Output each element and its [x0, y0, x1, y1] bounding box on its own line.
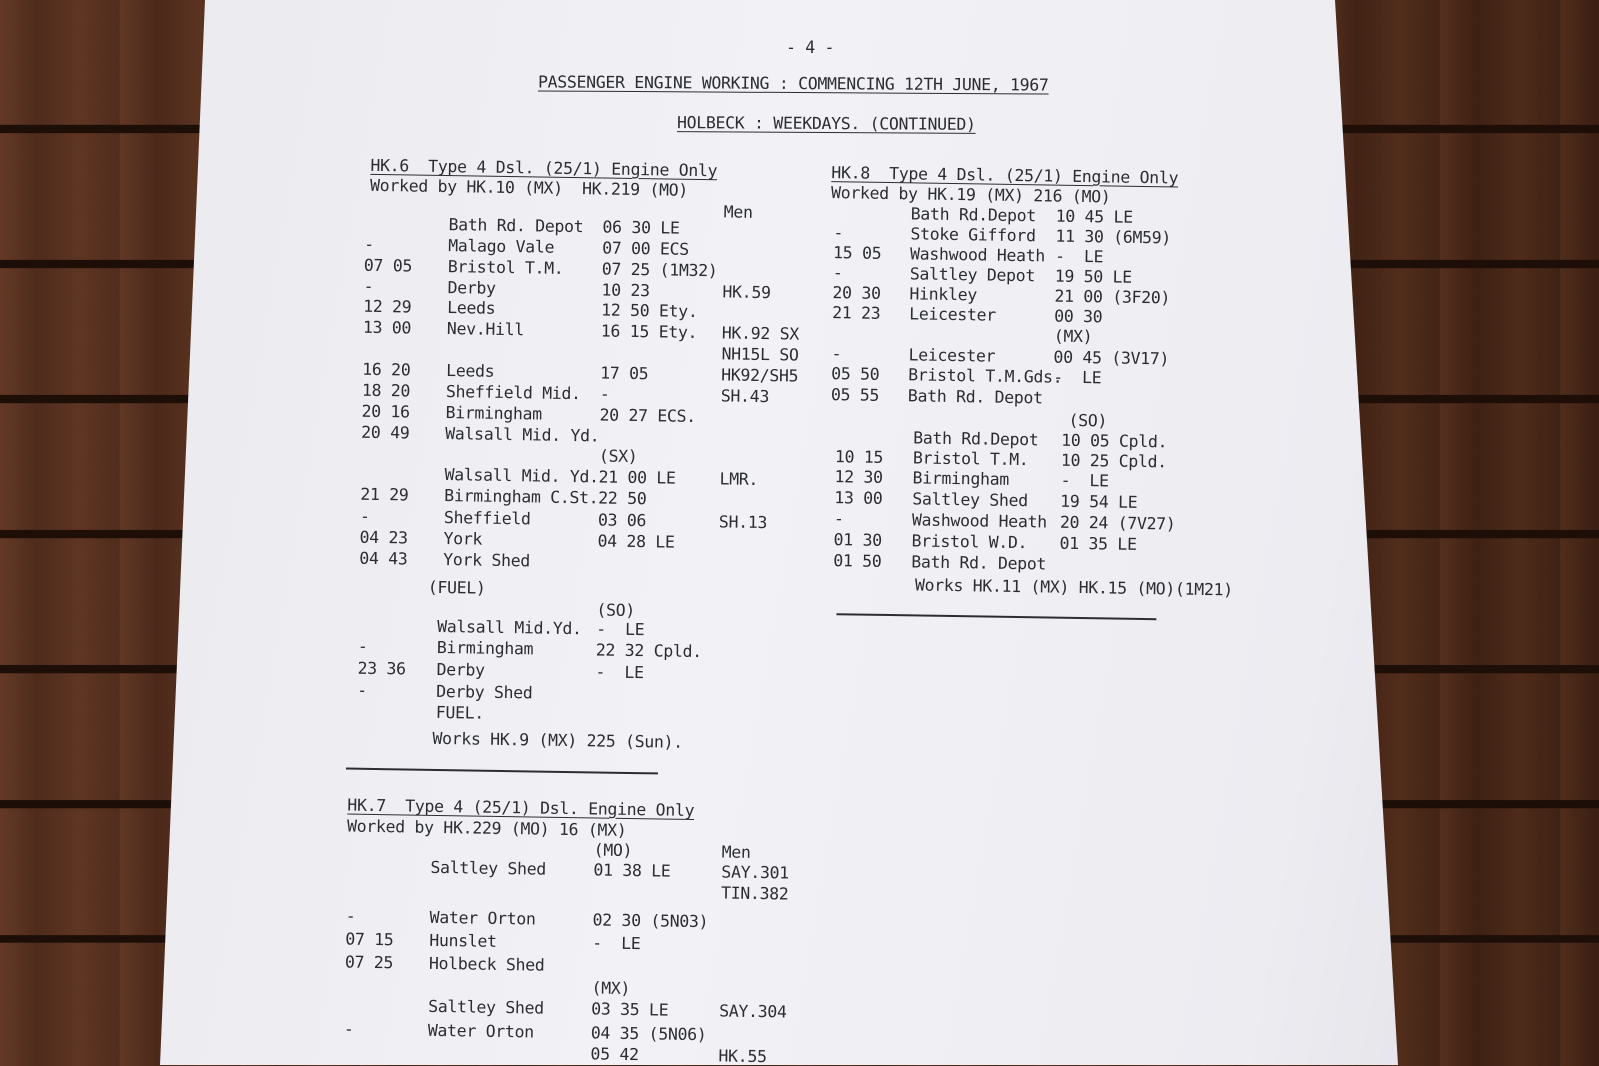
- hk8-works: Works HK.11 (MX) HK.15 (MO)(1M21): [914, 575, 1233, 600]
- cell-loc: FUEL.: [435, 702, 485, 723]
- cell-arr: -: [831, 344, 842, 364]
- cell-arr: 20 49: [361, 422, 410, 443]
- cell-dep: 01 35 LE: [1059, 533, 1137, 554]
- cell-arr: 10 15: [834, 447, 884, 467]
- cell-loc: Bath Rd. Depot: [911, 552, 1047, 574]
- cell-arr: 04 43: [359, 548, 408, 569]
- cell-loc: Saltley Depot: [909, 264, 1036, 286]
- cell-loc: Saltley Shed: [912, 489, 1029, 511]
- cell-men: SAY.304: [719, 1001, 787, 1022]
- cell-dep: -: [599, 384, 610, 404]
- cell-dep: 04 28 LE: [597, 531, 675, 552]
- cell-arr: 05 55: [830, 385, 880, 405]
- cell-men: HK92/SH5: [721, 365, 799, 386]
- cell-loc: Nev.Hill: [446, 319, 525, 340]
- cell-loc: Bath Rd. Depot: [907, 386, 1043, 408]
- cell-arr: 07 15: [345, 929, 394, 950]
- cell-loc: Bristol W.D.: [911, 531, 1028, 553]
- cell-dep: (MX): [1053, 326, 1093, 347]
- cell-dep: 11 30 (6M59): [1055, 226, 1172, 248]
- cell-arr: 05 50: [831, 364, 880, 384]
- cell-arr: -: [833, 223, 844, 243]
- hk7-worked-by: Worked by HK.229 (MO) 16 (MX): [346, 816, 627, 840]
- cell-loc: York Shed: [443, 550, 531, 571]
- hk6-so-label: (SO): [596, 600, 636, 621]
- cell-loc: Hinkley: [909, 284, 978, 305]
- cell-dep: 21 00 (3F20): [1054, 286, 1171, 308]
- cell-dep: 05 42: [590, 1044, 639, 1065]
- cell-loc: Holbeck Shed: [428, 953, 545, 975]
- cell-dep: 01 38 LE: [593, 860, 671, 881]
- cell-loc: Leicester: [909, 304, 997, 325]
- cell-arr: 01 50: [833, 551, 882, 571]
- cell-loc: Washwood Heath: [909, 244, 1046, 266]
- hk8-heading: HK.8 Type 4 Dsl. (25/1) Engine Only: [831, 163, 1179, 188]
- hk6-fuel-note: (FUEL): [427, 577, 486, 598]
- cell-dep: 00 45 (3V17): [1053, 347, 1170, 369]
- cell-loc: Washwood Heath: [911, 510, 1047, 532]
- page-subtitle: HOLBECK : WEEKDAYS. (CONTINUED): [676, 113, 976, 134]
- cell-loc: Malago Vale: [448, 236, 555, 257]
- cell-loc: Bath Rd.Depot: [913, 428, 1039, 450]
- cell-loc: Bristol T.M.Gds.: [908, 365, 1063, 387]
- hk6-worked-by: Worked by HK.10 (MX) HK.219 (MO): [369, 175, 689, 200]
- cell-arr: -: [343, 1019, 354, 1039]
- cell-dep: 00 30: [1054, 306, 1103, 327]
- page-number: - 4 -: [786, 38, 835, 57]
- cell-dep: 02 30 (5N03): [592, 910, 709, 932]
- cell-dep: 22 50: [598, 488, 647, 509]
- cell-loc: Stoke Gifford: [910, 224, 1036, 246]
- cell-dep: 20 27 ECS.: [599, 405, 697, 426]
- cell-dep: 20 24 (7V27): [1059, 512, 1176, 534]
- cell-dep: 10 23: [601, 280, 650, 301]
- cell-loc: Birmingham: [436, 637, 534, 659]
- cell-dep: 17 05: [600, 363, 649, 384]
- cell-arr: -: [359, 506, 370, 526]
- cell-loc: Leicester: [908, 345, 996, 366]
- page-title: PASSENGER ENGINE WORKING : COMMENCING 12TH JUNE, 1967: [537, 72, 1049, 95]
- cell-loc: Bristol T.M.: [447, 257, 564, 278]
- cell-loc: Derby Shed: [436, 681, 533, 703]
- cell-arr: -: [364, 234, 374, 254]
- cell-loc: Leeds: [447, 298, 496, 318]
- cell-arr: 16 20: [362, 359, 411, 380]
- cell-loc: Derby: [436, 659, 485, 680]
- cell-dep: 10 05 Cpld.: [1061, 430, 1168, 452]
- cell-arr: 20 30: [832, 283, 881, 303]
- cell-loc: Hunslet: [429, 930, 497, 951]
- cell-dep: - LE: [1054, 246, 1104, 267]
- cell-loc: Bath Rd. Depot: [448, 215, 584, 237]
- cell-loc: Walsall Mid.Yd.: [437, 616, 582, 639]
- hk8-worked-by: Worked by HK.19 (MX) 216 (MO): [830, 183, 1111, 207]
- cell-loc: Bristol T.M.: [912, 448, 1029, 470]
- cell-arr: -: [832, 263, 843, 283]
- cell-dep: 19 50 LE: [1054, 266, 1133, 287]
- cell-men: HK.59: [722, 282, 771, 303]
- cell-loc: Saltley Shed: [428, 996, 544, 1018]
- cell-arr: -: [357, 636, 368, 656]
- cell-dep: 10 25 Cpld.: [1060, 450, 1168, 472]
- cell-men: HK.92 SX: [721, 323, 800, 344]
- cell-dep: - LE: [1060, 470, 1109, 491]
- hk7-mo-label: (MO): [593, 840, 633, 861]
- cell-dep: - LE: [1053, 367, 1102, 388]
- cell-dep: - LE: [596, 619, 645, 640]
- cell-dep: 21 00 LE: [598, 467, 676, 488]
- cell-dep: 12 50 Ety.: [601, 300, 698, 321]
- cell-arr: 01 30: [833, 530, 882, 550]
- cell-dep: 07 25 (1M32): [601, 259, 718, 281]
- cell-loc: Birmingham: [445, 403, 543, 424]
- cell-arr: 04 23: [359, 527, 408, 548]
- cell-arr: 15 05: [832, 243, 882, 263]
- cell-dep: - LE: [592, 933, 641, 954]
- cell-dep: 03 35 LE: [591, 999, 669, 1020]
- cell-arr: 13 00: [362, 317, 412, 338]
- cell-dep: 10 45 LE: [1055, 206, 1133, 227]
- cell-men: TIN.382: [720, 883, 789, 904]
- cell-dep: 22 32 Cpld.: [595, 640, 702, 662]
- cell-men: SAY.301: [721, 862, 789, 883]
- cell-dep: 03 06: [597, 510, 647, 531]
- cell-loc: Water Orton: [429, 907, 536, 929]
- cell-loc: York: [443, 529, 483, 549]
- cell-loc: Birmingham C.St.: [444, 486, 599, 508]
- hk6-heading: HK.6 Type 4 Dsl. (25/1) Engine Only: [370, 155, 718, 181]
- cell-loc: Birmingham: [912, 468, 1010, 489]
- hk7-mx-label: (MX): [591, 978, 631, 999]
- cell-arr: -: [363, 276, 374, 296]
- cell-dep: 04 35 (5N06): [590, 1023, 707, 1045]
- cell-arr: -: [833, 509, 844, 529]
- cell-dep: 16 15 Ety.: [600, 321, 698, 342]
- cell-dep: 06 30 LE: [602, 217, 680, 238]
- cell-men: SH.13: [718, 512, 768, 533]
- cell-loc: Sheffield Mid.: [445, 382, 581, 404]
- cell-men: HK.55: [718, 1046, 767, 1066]
- cell-arr: 07 25: [344, 952, 394, 973]
- cell-arr: 12 29: [363, 296, 412, 317]
- hk7-men-header: Men: [721, 842, 751, 862]
- cell-dep: 19 54 LE: [1060, 491, 1138, 512]
- cell-loc: Leeds: [446, 361, 495, 381]
- cell-dep: (SX): [598, 446, 638, 467]
- cell-loc: Saltley Shed: [430, 857, 547, 879]
- cell-men: NH15L SO: [721, 344, 799, 365]
- cell-dep: 07 00 ECS: [602, 238, 690, 259]
- cell-loc: Bath Rd.Depot: [910, 204, 1037, 226]
- cell-arr: 12 30: [834, 467, 883, 487]
- cell-arr: 07 05: [363, 255, 413, 276]
- cell-loc: Derby: [447, 278, 496, 298]
- hk6-works: Works HK.9 (MX) 225 (Sun).: [432, 728, 684, 752]
- cell-loc: Walsall Mid. Yd.: [444, 465, 599, 487]
- cell-arr: 20 16: [361, 401, 410, 422]
- cell-loc: Sheffield: [443, 508, 531, 529]
- hk6-men-header: Men: [723, 202, 753, 222]
- hk7-heading: HK.7 Type 4 (25/1) Dsl. Engine Only: [347, 795, 695, 821]
- cell-arr: 21 29: [360, 484, 409, 505]
- cell-men: SH.43: [720, 386, 770, 407]
- cell-loc: Water Orton: [427, 1020, 534, 1042]
- cell-loc: Walsall Mid. Yd.: [445, 424, 600, 446]
- cell-arr: 13 00: [834, 488, 883, 508]
- cell-arr: -: [357, 680, 367, 700]
- cell-arr: 18 20: [361, 380, 411, 401]
- cell-arr: -: [345, 906, 356, 926]
- cell-men: LMR.: [719, 469, 759, 489]
- cell-dep: - LE: [595, 662, 644, 683]
- cell-arr: 21 23: [832, 303, 881, 323]
- hk8-so-label: (SO): [1068, 410, 1108, 431]
- cell-arr: 23 36: [357, 658, 406, 679]
